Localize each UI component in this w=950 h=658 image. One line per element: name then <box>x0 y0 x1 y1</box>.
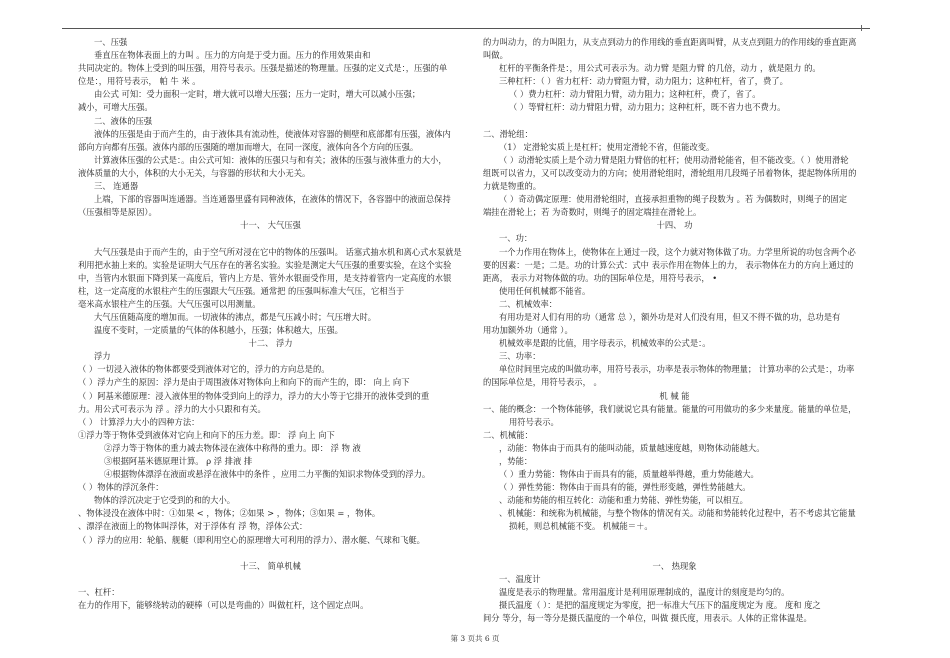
left-column-line: 十三、 简单机械 <box>240 560 301 571</box>
left-column-line: 位是：，用符号表示， 帕 牛 米 。 <box>78 76 201 87</box>
right-column-line: 机械效率是跟的比值，用字母表示，机械效率的公式是：。 <box>499 338 711 349</box>
left-column-line: 减小，可增大压强。 <box>78 102 153 113</box>
right-column-line: 组既可以省力，又可以改变动力的方向；使用滑轮组时，滑轮组用几段绳子吊着物体，提起物体所用的 <box>483 167 857 178</box>
right-column-line <box>483 547 866 560</box>
left-column-line: 计算液体压强的公式是：。由公式可知：液体的压强只与和有关；液体的压强与液体重力的大小， <box>94 154 447 165</box>
left-column-line <box>78 547 463 560</box>
right-column-line: 距离， 表示力对物体做的功。功的国际单位是，用符号表示， • <box>483 272 718 283</box>
right-column-line: 一个力作用在物体上，使物体在上通过一段，这个力就对物体做了功。力学里所说的功包含两个必 <box>499 246 856 257</box>
left-column-line <box>78 573 463 586</box>
left-column-line: 部向方向都有压强。液体内部的压强随的增加而增大，在同一深度，液体向各个方向的压强。 <box>78 141 419 152</box>
left-column-line: 物体的浮沉决定于它受到的和的大小。 <box>94 495 236 506</box>
right-column-line: 机 械 能 <box>659 390 690 401</box>
right-column-line: 端挂在滑轮上；若 为奇数时，则绳子的固定端挂在滑轮上。 <box>483 207 702 218</box>
right-column-line: 三、功率： <box>499 351 541 362</box>
left-column-line: 、漂浮在液面上的物体叫浮体，对于浮体有 浮 物，浮体公式： <box>78 521 308 532</box>
left-column-line: 三、 连通器 <box>94 181 139 192</box>
left-column-line: 力。用公式可表示为 浮 。浮力的大小只跟和有关。 <box>78 403 266 414</box>
left-column-line: （压强相等是原因）。 <box>78 207 157 218</box>
right-column-line: （ ）奇动偶定原理：使用滑轮组时，直接承担重物的绳子段数为 。若 为偶数时，则绳子的固定 <box>499 194 848 205</box>
right-column-line: 用功加额外功（通常 ）。 <box>483 325 573 336</box>
left-column-line: （ ）一切浸入液体的物体都要受到液体对它的，浮力的方向总是的。 <box>78 364 330 375</box>
left-column-line: （ ）物体的浮沉条件： <box>78 482 164 493</box>
left-column-line: 毫米高水银柱产生的压强。大气压强可以用测量。 <box>78 298 261 309</box>
right-column-line: 摄氏温度（ ）：是把的温度规定为零度，把一标准大气压下的温度规定为 度。 度和 度之 <box>499 600 821 611</box>
left-column-line: 一、压强 <box>94 37 128 47</box>
right-column-line: 三种杠杆：（ ）省力杠杆：动力臂阻力臂，动力阻力；这种杠杆，省了，费了。 <box>499 76 788 87</box>
left-column-line: 、物体浸没在液体中时：①如果 < ，物体；②如果 > ，物体；③如果 = ，物体。 <box>78 508 381 519</box>
left-column-line <box>78 232 463 245</box>
right-column-line <box>483 534 866 547</box>
left-column-line: 大气压值随高度的增加而。一切液体的沸点，都是气压减小时；气压增大时。 <box>94 311 377 322</box>
right-column-line: （1） 定滑轮实质上是杠杆；使用定滑轮不省，但能改变。 <box>499 141 715 152</box>
right-column-line: 二、机械效率： <box>499 298 558 309</box>
left-column-line: （ ） 计算浮力大小的四种方法： <box>78 416 200 427</box>
right-column-line: 的国际单位是，用符号表示， 。 <box>483 377 602 388</box>
left-column-line: 柱，这一定高度的水银柱产生的压强跟大气压强。通常把 的压强叫标准大气压，它相当于 <box>78 285 405 296</box>
left-column-line: 由公式 可知：受力面积一定时，增大就可以增大压强；压力一定时，增大可以减小压强； <box>94 89 421 100</box>
right-column-line: （ ）等臂杠杆：动力臂阻力臂，动力阻力；这种杠杆，既不省力也不费力。 <box>509 102 786 113</box>
left-column-line: ③根据阿基米德原理计算。 ρ 浮 排液 排 <box>104 456 253 466</box>
right-column <box>483 36 866 625</box>
left-column-line: ①浮力等于物体受到液体对它向上和向下的压力差。即： 浮 向上 向下 <box>78 429 335 440</box>
right-column-line <box>483 115 866 128</box>
left-column <box>78 36 463 612</box>
left-column-line: 液体的压强是由于而产生的，由于液体具有流动性，使液体对容器的侧壁和底部都有压强，液体内 <box>94 128 451 139</box>
left-column-line: ②浮力等于物体的重力减去物体浸在液体中称得的重力。即： 浮 物 液 <box>104 442 361 453</box>
right-column-line: 要的因素：一是；二是。功的计算公式：式中 表示作用在物体上的力， 表示物体在力的方向上通过的 <box>483 259 854 270</box>
right-column-line: 间分 等分，每一等分是摄氏温度的一个单位，叫做 摄氏度，用表示。人体的正常体温是。 <box>483 613 812 624</box>
right-column-line: 损耗，则总机械能不变。 机械能＝＋。 <box>509 521 653 532</box>
left-column-line: 垂直压在物体表面上的力叫 。压力的方向是于受力面。压力的作用效果由和 <box>94 50 371 61</box>
left-column-line: 十二、 浮力 <box>248 338 293 349</box>
left-column-line: 浮力 <box>94 351 111 362</box>
right-column-line: 的力叫动力，的力叫阻力，从支点到动力的作用线的垂直距离叫臂，从支点到阻力的作用线的垂直距离 <box>483 37 857 47</box>
right-column-line: 使用任何机械都不能省。 <box>499 285 591 296</box>
left-column-line: 十一、 大气压强 <box>240 220 301 231</box>
right-column-line: 叫做。 <box>483 50 508 61</box>
right-column-line: 、动能和势能的相互转化：动能和重力势能、弹性势能，可以相互。 <box>499 495 748 506</box>
left-column-line: 中，当管内水银面下降到某一高度后，管内上方是、管外水银面受作用，是支持着管内一定高度的水银 <box>78 272 452 283</box>
right-column-line: 、机械能：和统称为机械能，与整个物体的情况有关。动能和势能转化过程中，若不考虑其它能量 <box>499 508 856 519</box>
right-column-line: （ ）重力势能：物体由于而具有的能，质量越举得越，重力势能越大。 <box>499 469 759 480</box>
right-column-line: 有用功是对人们有用的功（通常 总 ），额外功是对人们没有用，但又不得不做的功，总功是有 <box>499 311 841 322</box>
right-column-line: 用符号表示。 <box>509 416 559 427</box>
left-column-line: 温度不变时，一定质量的气体的体积越小，压强；体积越大，压强。 <box>94 325 343 336</box>
left-column-line: 在力的作用下，能够绕转动的硬棒（可以是弯曲的）叫做杠杆，这个固定点叫。 <box>78 600 369 611</box>
right-column-line: 二、机械能： <box>483 429 533 440</box>
right-column-line: 二、滑轮组： <box>483 128 533 139</box>
right-column-line: 温度是表示的物理量。常用温度计是利用原理制成的，温度计的刻度是均匀的。 <box>499 586 790 597</box>
right-column-line: 一、功： <box>499 233 533 244</box>
left-column-line: 大气压强是由于而产生的，由于空气所对浸在它中的物体的压强叫。 话塞式抽水机和离心式水泵就是 <box>94 246 462 257</box>
corner-mark <box>861 25 868 31</box>
right-column-line: 单位时间里完成的叫做功率，用符号表示，功率是表示物体的物理量； 计算功率的公式是：，功率 <box>499 364 855 375</box>
left-column-line: （ ）浮力的应用：轮船、舰艇（即利用空心的原理增大可利用的浮力）、潜水艇、气球和飞艇。 <box>78 534 425 545</box>
right-column-line: 一、能的概念：一个物体能够，我们就说它具有能量。能量的可用做功的多少来量度。能量的单位是， <box>483 403 857 414</box>
left-column-line: 上端，下部的容器叫连通器。当连通器里盛有同种液体，在液体的情况下，各容器中的液面总保持 <box>94 194 451 205</box>
left-column-line: 二、液体的压强 <box>94 115 153 126</box>
right-column-line: ，动能：物体由于而具有的能叫动能，质量越速度越，则物体动能越大。 <box>499 442 765 453</box>
right-column-line: （ ）费力杠杆：动力臂阻力臂，动力阻力；这种杠杆，费了，省了。 <box>509 89 761 100</box>
header-rule <box>62 28 870 29</box>
right-column-line: 一、 热现象 <box>652 560 697 571</box>
left-column-line: 液体质量的大小，体积的大小无关，与容器的形状和大小无关。 <box>78 167 311 178</box>
left-column-line: （ ）浮力产生的原因：浮力是由于周围液体对物体向上和向下的而产生的，即： 向上 向下 <box>78 377 410 388</box>
right-column-line: 力就是物重的。 <box>483 181 542 192</box>
page-footer: 第 3 页共 6 页 <box>450 634 500 643</box>
right-column-line: （ ）动滑轮实质上是个动力臂是阻力臂倍的杠杆；使用动滑轮能省，但不能改变。（ ）使用滑轮 <box>499 154 849 165</box>
left-column-line: （ ）阿基米德原理：浸入液体里的物体受到向上的浮力，浮力的大小等于它排开的液体受到的重 <box>78 390 430 401</box>
left-column-line: 一、杠杆： <box>78 586 120 597</box>
left-column-line: 共同决定的。物体上受到的叫压强，用符号表示。压强是描述的物理量。压强的定义式是：，压强的单 <box>78 63 448 74</box>
left-column-line: ④根据物体漂浮在液面或悬浮在液体中的条件 ，应用二力平衡的知识求物体受到的浮力。 <box>104 469 431 480</box>
right-column-line: 十四、 功 <box>656 220 693 231</box>
right-column-line: ，势能： <box>499 456 533 466</box>
right-column-line: （ ）弹性势能：物体由于而具有的能，弹性形变越，弹性势能越大。 <box>499 482 751 493</box>
right-column-line: 杠杆的平衡条件是：，用公式可表示为。动力臂 是阻力臂 的几倍，动力 ，就是阻力 的。 <box>499 63 821 74</box>
right-column-line: 一、温度计 <box>499 573 541 584</box>
left-column-line: 利用把水抽上来的。实验是证明大气压存在的著名实验。实验是测定大气压强的重要实验，在这个实验 <box>78 259 452 270</box>
